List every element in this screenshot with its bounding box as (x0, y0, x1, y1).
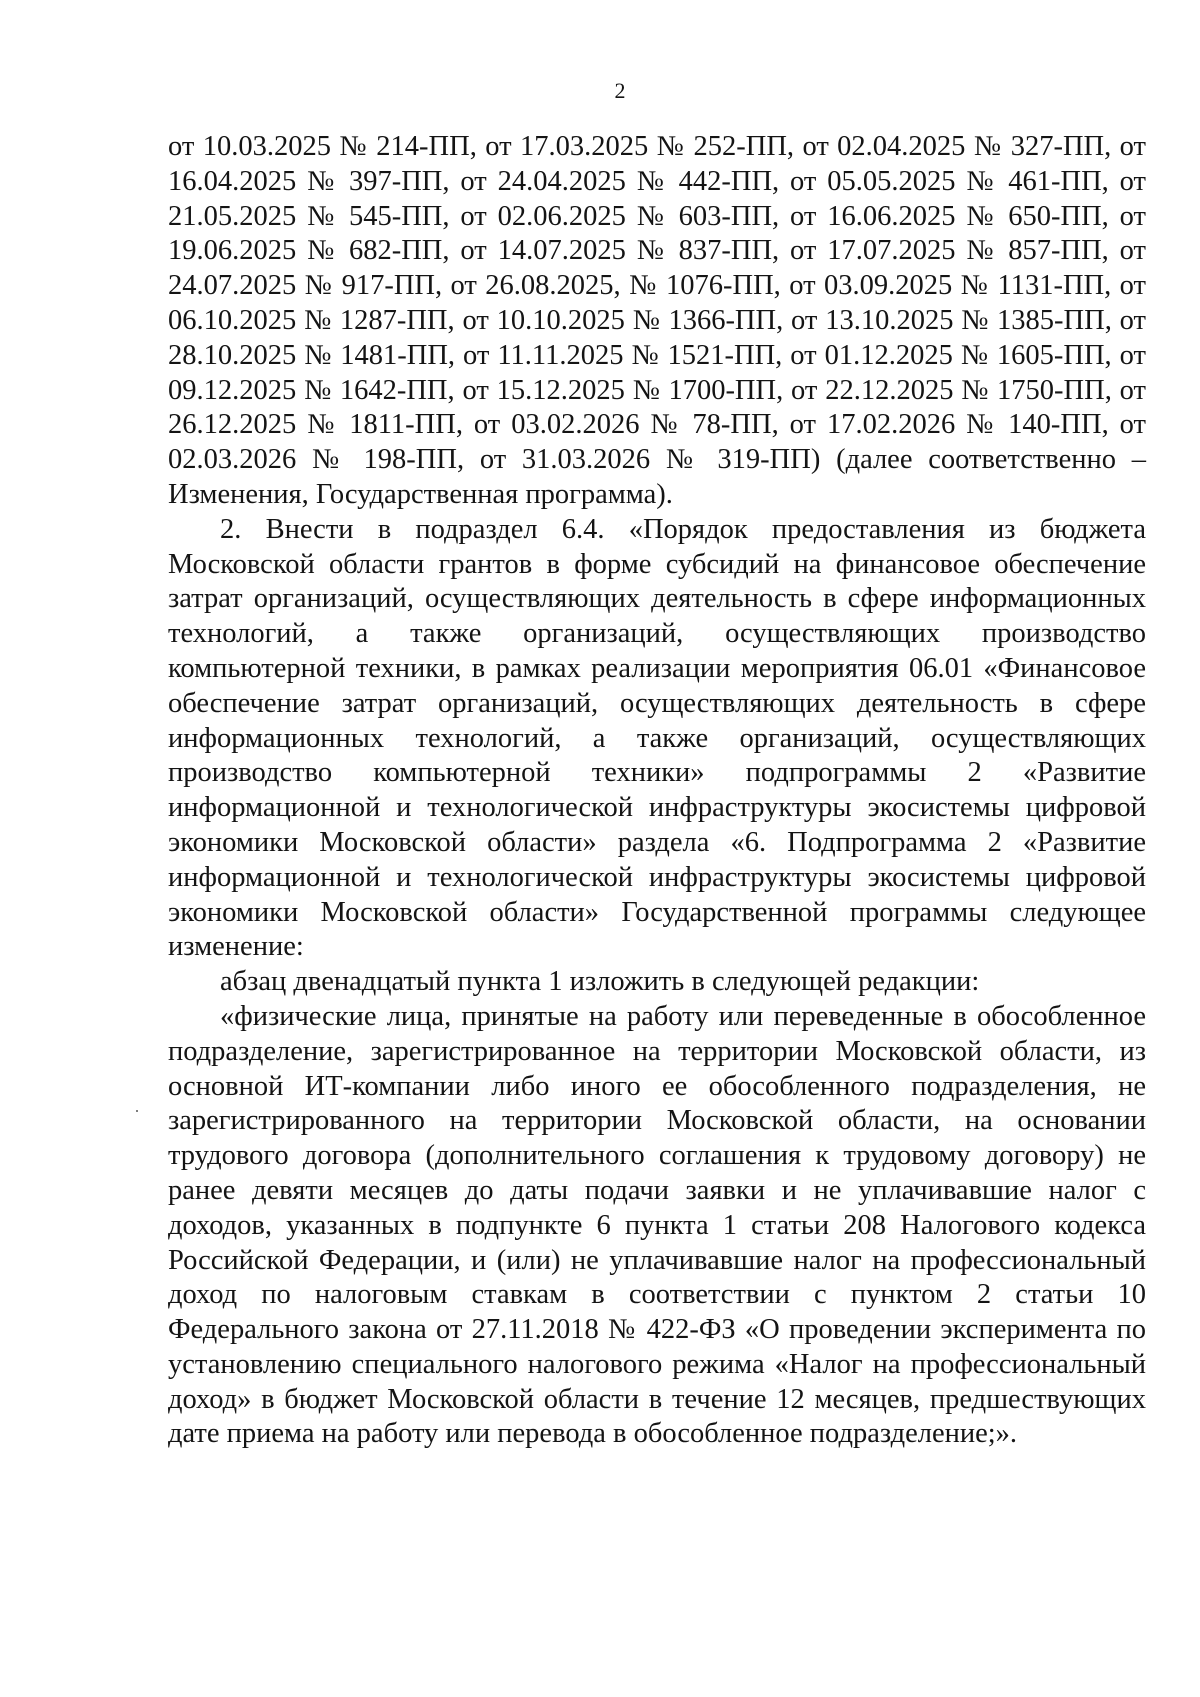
paragraph-instruction: абзац двенадцатый пункта 1 изложить в следующей редакции: (220, 966, 980, 998)
paragraph-resolutions-list: от 10.03.2025 № 214-ПП, от 17.03.2025 № 252-ПП, от 02.04.2025 № 327-ПП, от 16.04.2025 № 397-ПП, от 24.04.2025 № 442-ПП, от 05.05.2025 № 461-ПП, от 21.05.2025 № 545-ПП, от 02.06.2025 № 603-ПП, от 16.06.2025 № 650-ПП, от 19.06.2025 № 682-ПП, от 14.07.2025 № 837-ПП, от 17.07.2025 № 857-ПП, от 24.07.2025 № 917-ПП, от 26.08.2025, № 1076-ПП, от 03.09.2025 № 1131-ПП, от 06.10.2025 № 1287-ПП, от 10.10.2025 № 1366-ПП, от 13.10.2025 № 1385-ПП, от 28.10.2025 № 1481-ПП, от 11.11.2025 № 1521-ПП, от 01.12.2025 № 1605-ПП, от 09.12.2025 № 1642-ПП, от 15.12.2025 № 1700-ПП, от 22.12.2025 № 1750-ПП, от 26.12.2025 № 1811-ПП, от 03.02.2026 № 78-ПП, от 17.02.2026 № 140-ПП, от 02.03.2026 № 198-ПП, от 31.03.2026 № 319-ПП) (далее соответственно – Изменения, Государственная программа). (168, 131, 1146, 510)
scan-speck (136, 1110, 138, 1112)
paragraph-item-2: 2. Внести в подраздел 6.4. «Порядок предоставления из бюджета Московской области грантов в форме субсидий на финансовое обеспечение затрат организаций, осуществляющих деятельность в сфере информационных технологий, а также организаций, осуществляющих производство компьютерной техники, в рамках реализации мероприятия 06.01 «Финансовое обеспечение затрат организаций, осуществляющих деятельность в сфере информационных технологий, а также организаций, осуществляющих производство компьютерной техники» подпрограммы 2 «Развитие информационной и технологической инфраструктуры экосистемы цифровой экономики Московской области» раздела «6. Подпрограмма 2 «Развитие информационной и технологической инфраструктуры экосистемы цифровой экономики Московской области» Государственной программы следующее изменение: (168, 513, 1146, 963)
document-body (168, 130, 1146, 1452)
paragraph-new-wording: «физические лица, принятые на работу или переведенные в обособленное подразделение, зарегистрированное на территории Московской области, из основной ИТ-компании либо иного ее обособленного подразделения, не зарегистрированного на территории Московской области, на основании трудового договора (дополнительного соглашения к трудовому договору) не ранее девяти месяцев до даты подачи заявки и не уплачивавшие налог с доходов, указанных в подпункте 6 пункта 1 статьи 208 Налогового кодекса Российской Федерации, и (или) не уплачивавшие налог на профессиональный доход по налоговым ставкам в соответствии с пунктом 2 статьи 10 Федерального закона от 27.11.2018 № 422-ФЗ «О проведении эксперимента по установлению специального налогового режима «Налог на профессиональный доход» в бюджет Московской области в течение 12 месяцев, предшествующих дате приема на работу или перевода в обособленное подразделение;». (168, 1000, 1146, 1450)
page-number: 2 (614, 78, 626, 103)
